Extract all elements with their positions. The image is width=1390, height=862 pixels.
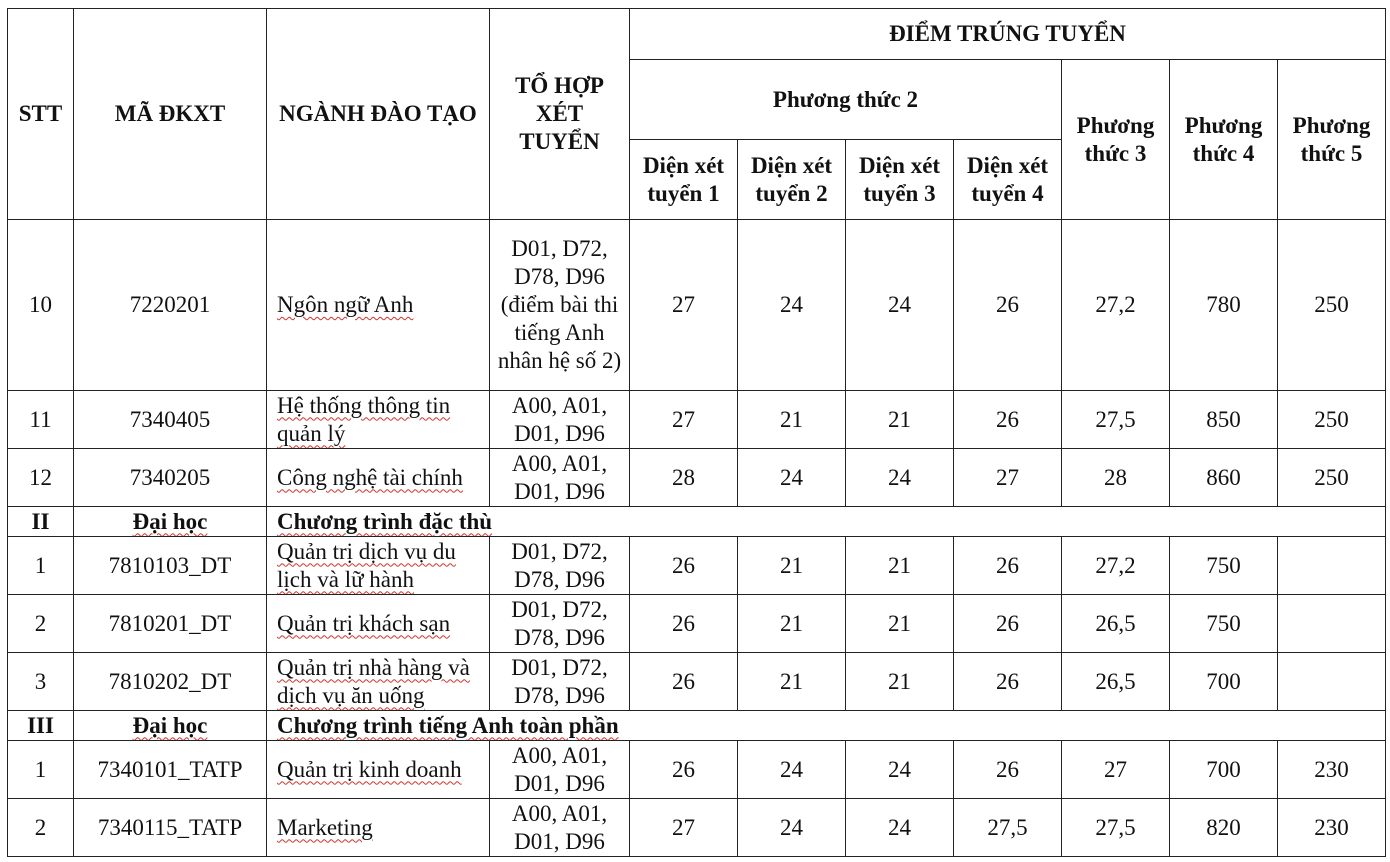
dien-xet-tuyen-4-cell: 27 [954, 449, 1062, 507]
ma-dkxt-cell: 7340205 [74, 449, 267, 507]
dien-xet-tuyen-2-cell: 24 [738, 449, 846, 507]
dien-xet-tuyen-2-cell: 24 [738, 741, 846, 799]
ma-dkxt-cell: 7340115_TATP [74, 799, 267, 857]
stt-cell: 12 [8, 449, 74, 507]
dien-xet-tuyen-3-cell: 21 [846, 537, 954, 595]
table-row [8, 799, 1386, 857]
ma-dkxt-cell: 7340101_TATP [74, 741, 267, 799]
header-phuong-thuc-5: Phương thức 5 [1278, 60, 1386, 220]
nganh-cell [267, 799, 490, 857]
section-type [74, 711, 267, 741]
to-hop-cell: D01, D72, D78, D96 (điểm bài thi tiếng Anh nhân hệ số 2) [490, 220, 630, 391]
dien-xet-tuyen-1-cell: 26 [630, 595, 738, 653]
ma-dkxt-cell: 7810202_DT [74, 653, 267, 711]
ma-dkxt-cell: 7340405 [74, 391, 267, 449]
phuong-thuc-3-cell: 26,5 [1062, 595, 1170, 653]
dien-xet-tuyen-1-cell: 26 [630, 741, 738, 799]
dien-xet-tuyen-4-cell: 26 [954, 741, 1062, 799]
stt-cell: 2 [8, 799, 74, 857]
phuong-thuc-4-cell: 850 [1170, 391, 1278, 449]
phuong-thuc-4-cell: 700 [1170, 741, 1278, 799]
to-hop-cell: A00, A01, D01, D96 [490, 391, 630, 449]
dien-xet-tuyen-4-cell: 26 [954, 595, 1062, 653]
nganh-cell [267, 220, 490, 391]
dien-xet-tuyen-1-cell: 27 [630, 391, 738, 449]
section-title [267, 711, 1386, 741]
nganh-label: Quản trị kinh doanh [277, 756, 462, 782]
phuong-thuc-4-cell: 820 [1170, 799, 1278, 857]
section-title-label: Chương trình tiếng Anh toàn phần [277, 712, 619, 738]
dien-xet-tuyen-1-cell: 28 [630, 449, 738, 507]
dien-xet-tuyen-3-cell: 21 [846, 391, 954, 449]
phuong-thuc-4-cell: 750 [1170, 537, 1278, 595]
header-stt: STT [8, 9, 74, 220]
phuong-thuc-5-cell: 250 [1278, 391, 1386, 449]
phuong-thuc-3-cell: 27,5 [1062, 799, 1170, 857]
dien-xet-tuyen-4-cell: 26 [954, 653, 1062, 711]
stt-cell: 1 [8, 537, 74, 595]
dien-xet-tuyen-2-cell: 21 [738, 391, 846, 449]
to-hop-cell: D01, D72, D78, D96 [490, 653, 630, 711]
dien-xet-tuyen-2-cell: 24 [738, 799, 846, 857]
to-hop-cell: A00, A01, D01, D96 [490, 799, 630, 857]
stt-cell: 11 [8, 391, 74, 449]
header-dien-xet-tuyen-1: Diện xét tuyển 1 [630, 140, 738, 220]
stt-cell: 3 [8, 653, 74, 711]
table-row [8, 220, 1386, 391]
phuong-thuc-3-cell: 26,5 [1062, 653, 1170, 711]
admission-score-table [7, 8, 1386, 857]
nganh-cell [267, 741, 490, 799]
nganh-label: Ngôn ngữ Anh [277, 292, 414, 317]
to-hop-cell: A00, A01, D01, D96 [490, 741, 630, 799]
dien-xet-tuyen-3-cell: 21 [846, 595, 954, 653]
header-phuong-thuc-4: Phương thức 4 [1170, 60, 1278, 220]
stt-cell: 1 [8, 741, 74, 799]
dien-xet-tuyen-1-cell: 26 [630, 537, 738, 595]
dien-xet-tuyen-2-cell: 21 [738, 537, 846, 595]
nganh-label: Marketing [277, 814, 373, 840]
ma-dkxt-cell: 7810103_DT [74, 537, 267, 595]
table-row [8, 653, 1386, 711]
phuong-thuc-4-cell: 860 [1170, 449, 1278, 507]
phuong-thuc-5-cell [1278, 595, 1386, 653]
nganh-cell [267, 449, 490, 507]
phuong-thuc-4-cell: 750 [1170, 595, 1278, 653]
dien-xet-tuyen-4-cell: 26 [954, 220, 1062, 391]
table-row [8, 449, 1386, 507]
dien-xet-tuyen-4-cell: 27,5 [954, 799, 1062, 857]
phuong-thuc-3-cell: 27 [1062, 741, 1170, 799]
header-ma-dkxt: MÃ ĐKXT [74, 9, 267, 220]
nganh-label: Công nghệ tài chính [277, 464, 463, 490]
header-dien-xet-tuyen-4: Diện xét tuyển 4 [954, 140, 1062, 220]
dien-xet-tuyen-3-cell: 24 [846, 449, 954, 507]
phuong-thuc-5-cell: 250 [1278, 220, 1386, 391]
phuong-thuc-5-cell: 250 [1278, 449, 1386, 507]
header-diem-trung-tuyen: ĐIỂM TRÚNG TUYỂN [630, 9, 1386, 60]
phuong-thuc-5-cell: 230 [1278, 799, 1386, 857]
section-title-label: Chương trình đặc thù [277, 508, 493, 534]
ma-dkxt-cell: 7220201 [74, 220, 267, 391]
header-phuong-thuc-2: Phương thức 2 [630, 60, 1062, 140]
table-row [8, 741, 1386, 799]
phuong-thuc-5-cell: 230 [1278, 741, 1386, 799]
nganh-cell [267, 653, 490, 711]
stt-cell: 10 [8, 220, 74, 391]
dien-xet-tuyen-4-cell: 26 [954, 391, 1062, 449]
section-type [74, 507, 267, 537]
dien-xet-tuyen-2-cell: 24 [738, 220, 846, 391]
phuong-thuc-4-cell: 700 [1170, 653, 1278, 711]
phuong-thuc-3-cell: 27,5 [1062, 391, 1170, 449]
nganh-cell [267, 391, 490, 449]
dien-xet-tuyen-3-cell: 24 [846, 741, 954, 799]
table-row [8, 537, 1386, 595]
phuong-thuc-5-cell [1278, 537, 1386, 595]
nganh-cell [267, 595, 490, 653]
header-nganh-dao-tao: NGÀNH ĐÀO TẠO [267, 9, 490, 220]
header-dien-xet-tuyen-2: Diện xét tuyển 2 [738, 140, 846, 220]
phuong-thuc-3-cell: 27,2 [1062, 537, 1170, 595]
header-dien-xet-tuyen-3: Diện xét tuyển 3 [846, 140, 954, 220]
nganh-label: Hệ thống thông tin quản lý [277, 392, 451, 446]
dien-xet-tuyen-1-cell: 26 [630, 653, 738, 711]
section-row [8, 711, 1386, 741]
phuong-thuc-4-cell: 780 [1170, 220, 1278, 391]
dien-xet-tuyen-3-cell: 24 [846, 220, 954, 391]
dien-xet-tuyen-3-cell: 24 [846, 799, 954, 857]
nganh-cell [267, 537, 490, 595]
dien-xet-tuyen-3-cell: 21 [846, 653, 954, 711]
section-type-label: Đại học [132, 712, 208, 738]
nganh-label: Quản trị dịch vụ du lịch và lữ hành [277, 538, 456, 592]
stt-cell: 2 [8, 595, 74, 653]
nganh-label: Quản trị nhà hàng và dịch vụ ăn uống [277, 654, 470, 708]
ma-dkxt-cell: 7810201_DT [74, 595, 267, 653]
table-row [8, 595, 1386, 653]
to-hop-cell: D01, D72, D78, D96 [490, 595, 630, 653]
header-to-hop-xet-tuyen: TỔ HỢP XÉT TUYỂN [490, 9, 630, 220]
table-row [8, 391, 1386, 449]
section-title [267, 507, 1386, 537]
section-stt: II [8, 507, 74, 537]
dien-xet-tuyen-1-cell: 27 [630, 220, 738, 391]
header-phuong-thuc-3: Phương thức 3 [1062, 60, 1170, 220]
to-hop-cell: D01, D72, D78, D96 [490, 537, 630, 595]
phuong-thuc-3-cell: 28 [1062, 449, 1170, 507]
nganh-label: Quản trị khách sạn [277, 610, 451, 636]
section-row [8, 507, 1386, 537]
section-stt: III [8, 711, 74, 741]
to-hop-cell: A00, A01, D01, D96 [490, 449, 630, 507]
phuong-thuc-5-cell [1278, 653, 1386, 711]
section-type-label: Đại học [132, 508, 208, 534]
dien-xet-tuyen-2-cell: 21 [738, 653, 846, 711]
dien-xet-tuyen-1-cell: 27 [630, 799, 738, 857]
phuong-thuc-3-cell: 27,2 [1062, 220, 1170, 391]
dien-xet-tuyen-2-cell: 21 [738, 595, 846, 653]
dien-xet-tuyen-4-cell: 26 [954, 537, 1062, 595]
